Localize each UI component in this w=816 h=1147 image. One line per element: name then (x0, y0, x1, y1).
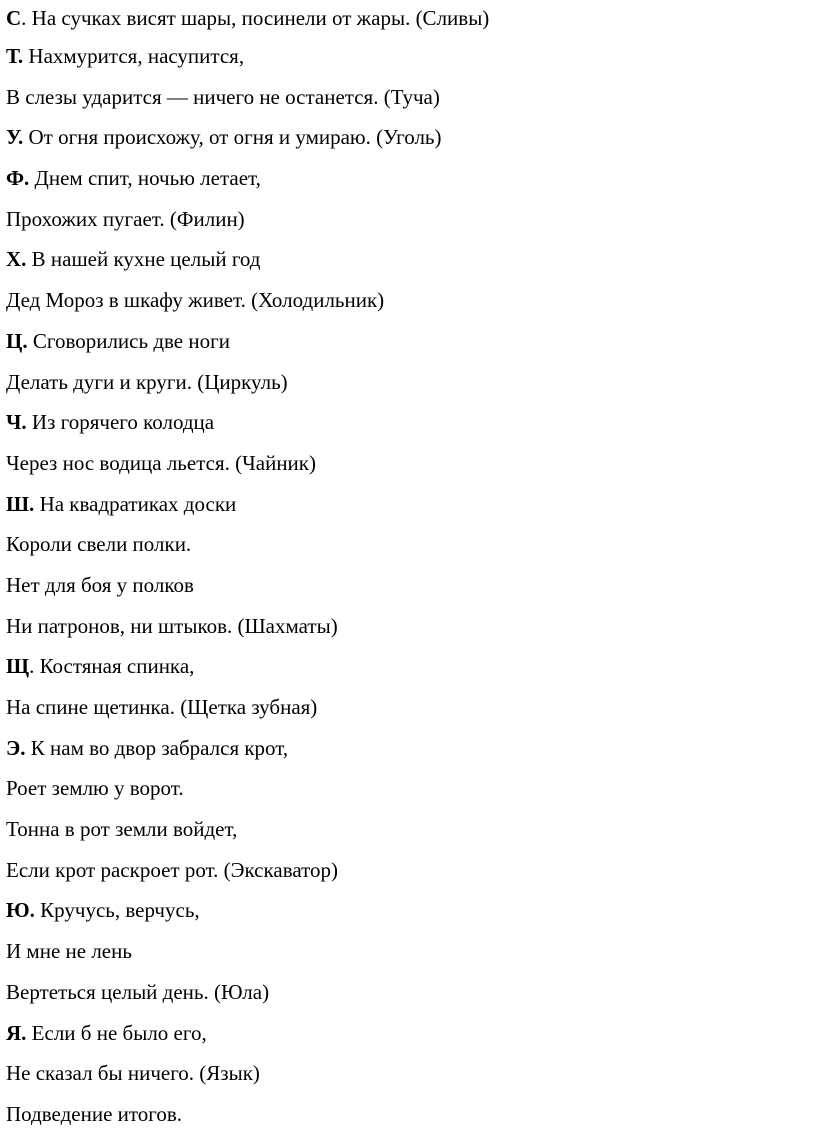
riddle-text: Вертеться целый день. (Юла) (6, 979, 270, 1004)
text-line (6, 362, 806, 403)
riddle-text: Дед Мороз в шкафу живет. (Холодильник) (6, 288, 385, 313)
text-line (6, 809, 806, 850)
riddle-text: Нахмурится, насупится, (23, 44, 245, 68)
riddle-letter: Ч. (6, 410, 27, 435)
riddle-letter: С (6, 6, 22, 30)
riddle-letter: Ц. (6, 328, 28, 353)
riddle-text: Сговорились две ноги (27, 328, 230, 353)
text-line (6, 158, 806, 199)
text-line (6, 117, 806, 158)
riddle-text: От огня происхожу, от огня и умираю. (Уголь) (23, 125, 442, 150)
riddle-text: . Костяная спинка, (29, 654, 195, 679)
riddle-text: Кручусь, верчусь, (34, 898, 200, 923)
riddle-text: Подведение итогов. (6, 1101, 183, 1126)
riddle-letter: Э. (6, 735, 26, 760)
riddle-text: Короли свели полки. (6, 532, 192, 557)
text-line (6, 239, 806, 280)
text-line (6, 321, 806, 362)
text-line (6, 402, 806, 443)
text-line (6, 484, 806, 525)
text-line (6, 687, 806, 728)
text-line (6, 606, 806, 647)
riddle-text: Роет землю у ворот. (6, 776, 184, 801)
riddle-text: В нашей кухне целый год (26, 247, 261, 272)
riddle-letter: У. (6, 125, 24, 150)
riddle-text: На спине щетинка. (Щетка зубная) (6, 695, 318, 719)
text-line (6, 728, 806, 769)
text-line (6, 280, 806, 321)
riddle-text: И мне не лень (6, 939, 132, 964)
text-line (6, 1013, 806, 1054)
riddle-text: Делать дуги и круги. (Циркуль) (6, 369, 288, 394)
riddle-text: Если б не было его, (26, 1020, 207, 1045)
text-line (6, 443, 806, 484)
riddle-text: Ни патронов, ни штыков. (Шахматы) (6, 613, 338, 638)
text-line (6, 77, 806, 118)
text-line (6, 768, 806, 809)
riddle-letter: Щ (6, 654, 30, 679)
text-line (6, 0, 806, 36)
text-line (6, 890, 806, 931)
text-line (6, 1053, 806, 1094)
riddle-letter: Я. (6, 1020, 27, 1045)
riddle-text: Из горячего колодца (26, 410, 215, 435)
riddle-letter: Т. (6, 44, 24, 68)
riddle-letter: Х. (6, 247, 27, 272)
text-line (6, 36, 806, 77)
riddle-text: В слезы ударится — ничего не останется. (Туча) (6, 84, 440, 109)
text-line (6, 524, 806, 565)
riddle-text: Нет для боя у полков (6, 572, 194, 597)
riddle-text: . На сучках висят шары, посинели от жары. (Сливы) (21, 6, 490, 30)
text-line (6, 931, 806, 972)
riddle-text: Днем спит, ночью летает, (29, 166, 261, 191)
text-line (6, 646, 806, 687)
text-line (6, 850, 806, 891)
riddle-letter: Ш. (6, 491, 35, 516)
riddle-text: К нам во двор забрался крот, (25, 735, 289, 760)
text-line (6, 199, 806, 240)
text-line (6, 972, 806, 1013)
riddle-text: Если крот раскроет рот. (Экскаватор) (6, 857, 339, 882)
section-heading (6, 1094, 806, 1135)
riddle-letter: Ю. (6, 898, 35, 923)
text-line (6, 565, 806, 606)
riddle-text: На квадратиках доски (34, 491, 237, 516)
riddle-text: Через нос водица льется. (Чайник) (6, 450, 316, 475)
riddle-letter: Ф. (6, 166, 30, 191)
riddle-text: Тонна в рот земли войдет, (6, 817, 238, 842)
document-body (6, 0, 806, 1135)
riddle-text: Прохожих пугает. (Филин) (6, 206, 245, 231)
riddle-text: Не сказал бы ничего. (Язык) (6, 1061, 260, 1086)
